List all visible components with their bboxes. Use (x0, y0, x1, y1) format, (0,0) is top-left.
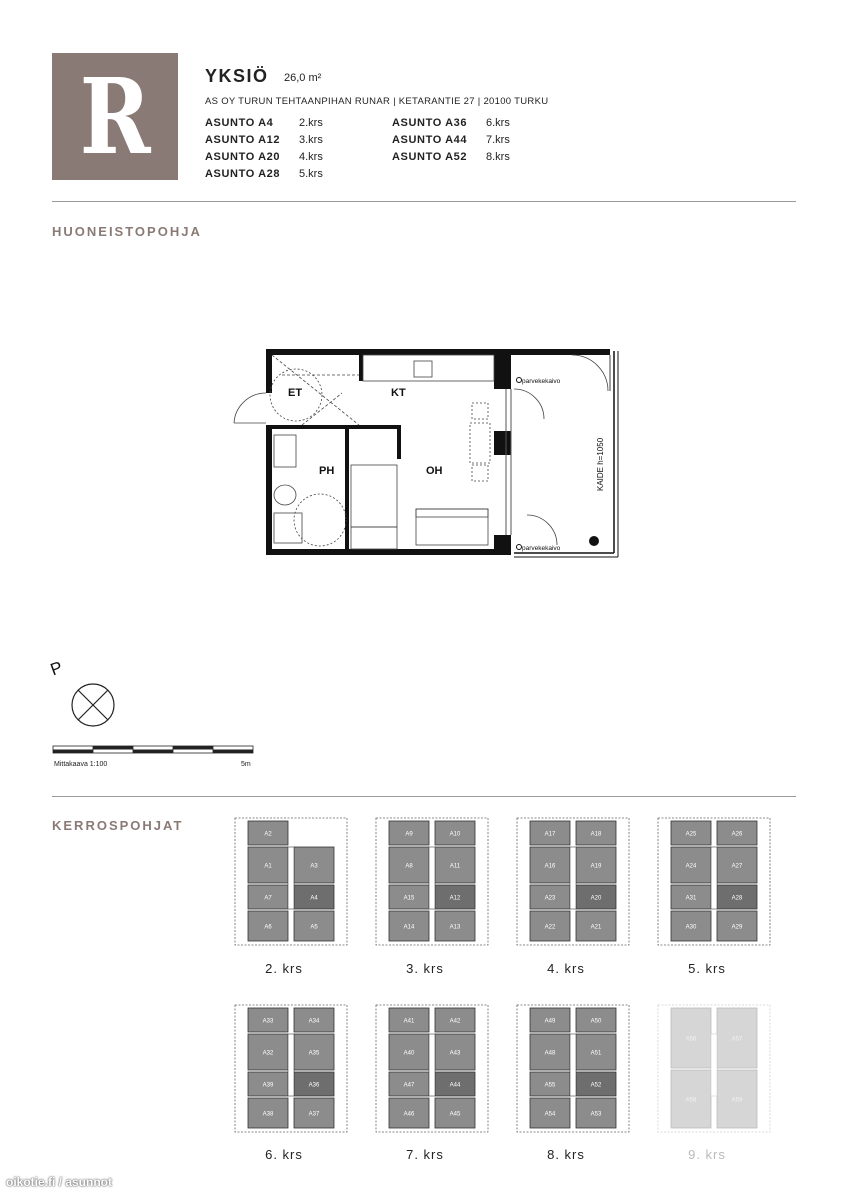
room-label-ph: PH (319, 465, 335, 477)
unit-label: A27 (731, 863, 743, 870)
unit-label: A41 (403, 1018, 415, 1025)
unit-label: A54 (544, 1111, 556, 1118)
unit-label: A53 (590, 1111, 602, 1118)
unit-label: A49 (544, 1018, 556, 1025)
stair-core (711, 1034, 717, 1096)
stair-core (429, 1034, 435, 1096)
unit-label: A13 (449, 924, 461, 931)
north-label: P (47, 657, 66, 680)
unit-label: A57 (731, 1036, 743, 1043)
unit-label: A42 (449, 1018, 461, 1025)
unit-label: A59 (731, 1097, 743, 1104)
apartment-name: ASUNTO A52 (392, 151, 468, 163)
apartment-name: ASUNTO A12 (205, 134, 281, 146)
unit-label: A38 (262, 1111, 274, 1118)
apartment-name: ASUNTO A36 (392, 117, 468, 129)
unit-label: A29 (731, 924, 743, 931)
unit-label: A10 (449, 831, 461, 838)
unit-label: A4 (310, 895, 318, 902)
unit-label: A34 (308, 1018, 320, 1025)
floor-plan-thumbnail (657, 1004, 771, 1134)
unit-label: A39 (262, 1082, 274, 1089)
stair-core (288, 847, 294, 909)
unit-label: A12 (449, 895, 461, 902)
plan-walls (266, 349, 618, 557)
stair-core (288, 1034, 294, 1096)
section-title-floors: KERROSPOHJAT (52, 818, 184, 833)
unit-label: A32 (262, 1050, 274, 1057)
scale-bar (52, 744, 256, 758)
stair-core (711, 847, 717, 909)
unit-label: A52 (590, 1082, 602, 1089)
unit-label: A17 (544, 831, 556, 838)
unit-label: A37 (308, 1111, 320, 1118)
unit-label: A33 (262, 1018, 274, 1025)
unit-label: A26 (731, 831, 743, 838)
room-label-oh: OH (426, 465, 443, 477)
drain-label: parvekekaivo (522, 545, 561, 552)
unit-label: A40 (403, 1050, 415, 1057)
unit-label: A36 (308, 1082, 320, 1089)
apartment-entry (205, 117, 323, 129)
unit-label: A28 (731, 895, 743, 902)
floor-plan-thumbnail (234, 817, 348, 947)
unit-label: A2 (264, 831, 272, 838)
apartment-entry (392, 134, 510, 146)
unit-label: A9 (405, 831, 413, 838)
apartment-floor: 3.krs (299, 134, 323, 146)
logo-letter: R (79, 54, 151, 178)
unit-label: A14 (403, 924, 415, 931)
unit-label: A58 (685, 1097, 697, 1104)
unit-label: A47 (403, 1082, 415, 1089)
stair-core (570, 847, 576, 909)
floor-plan-thumbnail (657, 817, 771, 947)
address-line: AS OY TURUN TEHTAANPIHAN RUNAR | KETARANTIE 27 | 20100 TURKU (205, 96, 549, 107)
apartment-entry (205, 134, 323, 146)
floor-label: 8. krs (547, 1147, 585, 1162)
page-title: YKSIÖ (205, 66, 269, 86)
unit-label: A55 (544, 1082, 556, 1089)
unit-label: A18 (590, 831, 602, 838)
apartment-floor: 8.krs (486, 151, 510, 163)
apartment-entry (205, 168, 323, 180)
brand-logo (52, 53, 178, 180)
unit-label: A5 (310, 924, 318, 931)
apartment-floor: 5.krs (299, 168, 323, 180)
unit-label: A3 (310, 863, 318, 870)
floor-label: 7. krs (406, 1147, 444, 1162)
unit-label: A21 (590, 924, 602, 931)
floor-label: 9. krs (688, 1147, 726, 1162)
unit-label: A56 (685, 1036, 697, 1043)
unit-label: A25 (685, 831, 697, 838)
unit-label: A48 (544, 1050, 556, 1057)
apartment-floor: 6.krs (486, 117, 510, 129)
floor-label: 4. krs (547, 961, 585, 976)
drain-dot (589, 536, 599, 546)
room-label-kt: KT (391, 387, 406, 399)
stair-core (570, 1034, 576, 1096)
floor-plan-thumbnail (375, 1004, 489, 1134)
floor-label: 6. krs (265, 1147, 303, 1162)
drain-marker (517, 545, 522, 550)
floor-label: 2. krs (265, 961, 303, 976)
room-label-et: ET (288, 387, 303, 399)
unit-label: A35 (308, 1050, 320, 1057)
unit-label: A11 (449, 863, 461, 870)
unit-label: A1 (264, 863, 272, 870)
apartment-name: ASUNTO A4 (205, 117, 274, 129)
unit-label: A19 (590, 863, 602, 870)
unit-label: A7 (264, 895, 272, 902)
floor-plan-thumbnail (234, 1004, 348, 1134)
section-title-floorplan: HUONEISTOPOHJA (52, 224, 202, 239)
compass-icon (70, 682, 116, 728)
divider (52, 796, 796, 797)
apartment-entry (392, 117, 510, 129)
unit-label: A45 (449, 1111, 461, 1118)
unit-label: A51 (590, 1050, 602, 1057)
floor-plan-thumbnail (516, 817, 630, 947)
scale-label: Mittakaava 1:100 (54, 761, 108, 768)
apartment-floor: 4.krs (299, 151, 323, 163)
floor-plan-thumbnail (375, 817, 489, 947)
apartment-name: ASUNTO A28 (205, 168, 281, 180)
unit-label: A6 (264, 924, 272, 931)
unit-label: A15 (403, 895, 415, 902)
unit-label: A23 (544, 895, 556, 902)
drain-marker (517, 378, 522, 383)
apartment-floor-plan (222, 345, 624, 567)
apartment-floor: 2.krs (299, 117, 323, 129)
floor-plan-thumbnail (516, 1004, 630, 1134)
scale-end-label: 5m (241, 761, 251, 768)
stair-core (429, 847, 435, 909)
unit-label: A8 (405, 863, 413, 870)
unit-label: A22 (544, 924, 556, 931)
floor-label: 3. krs (406, 961, 444, 976)
unit-label: A30 (685, 924, 697, 931)
apartment-entry (392, 151, 510, 163)
railing-label: KAIDE h=1050 (596, 437, 605, 491)
unit-label: A20 (590, 895, 602, 902)
unit-label: A43 (449, 1050, 461, 1057)
floor-label: 5. krs (688, 961, 726, 976)
apartment-name: ASUNTO A44 (392, 134, 468, 146)
drain-label: parvekekaivo (522, 378, 561, 385)
unit-label: A50 (590, 1018, 602, 1025)
unit-label: A46 (403, 1111, 415, 1118)
unit-label: A31 (685, 895, 697, 902)
apartment-entry (205, 151, 323, 163)
unit-label: A16 (544, 863, 556, 870)
divider (52, 201, 796, 202)
apartment-name: ASUNTO A20 (205, 151, 281, 163)
footer-source: oikotie.fi / asunnot (6, 1175, 113, 1189)
apartment-area: 26,0 m² (284, 72, 322, 84)
unit-label: A24 (685, 863, 697, 870)
apartment-floor: 7.krs (486, 134, 510, 146)
unit-label: A44 (449, 1082, 461, 1089)
